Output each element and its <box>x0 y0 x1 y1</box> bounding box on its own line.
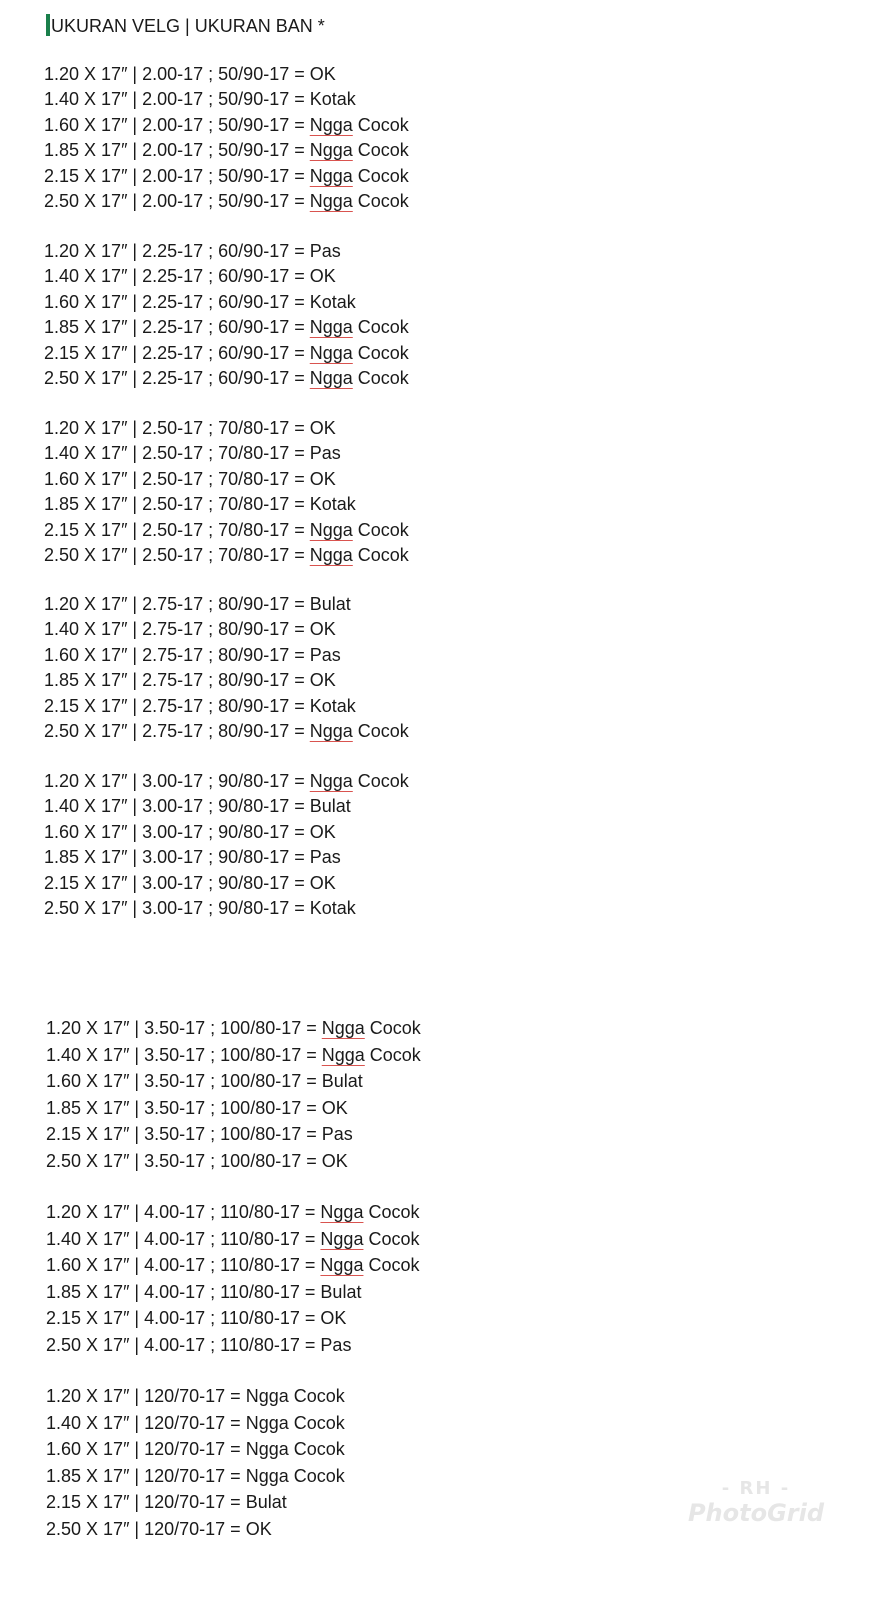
size-row <box>44 164 409 189</box>
fit-result: Ngga Cocok <box>309 165 409 186</box>
size-row <box>44 896 409 921</box>
size-row <box>46 1252 419 1279</box>
size-row <box>44 668 409 693</box>
fit-result: Ngga Cocok <box>309 771 409 791</box>
fit-result: OK <box>321 1150 348 1171</box>
size-row <box>44 794 409 819</box>
size-row <box>46 1095 421 1122</box>
fit-result: Bulat <box>245 1492 287 1512</box>
size-spec: 2.15 X 17″ | 2.75-17 ; 80/90-17 = <box>44 695 310 716</box>
size-spec: 1.20 X 17″ | 3.50-17 ; 100/80-17 = <box>46 1018 322 1038</box>
size-row <box>46 1332 419 1359</box>
spellcheck-word: Ngga <box>309 720 353 741</box>
size-row <box>44 492 409 517</box>
size-row <box>44 543 409 568</box>
size-spec: 1.40 X 17″ | 2.75-17 ; 80/90-17 = <box>44 619 310 640</box>
fit-result: Pas <box>320 1334 352 1355</box>
size-row <box>44 467 409 492</box>
fit-result: OK <box>309 418 336 438</box>
fit-result: Pas <box>321 1124 353 1144</box>
fit-result: Ngga Cocok <box>320 1228 420 1249</box>
size-row <box>46 1121 421 1148</box>
size-row <box>44 366 409 391</box>
spellcheck-word: Ngga <box>309 165 353 186</box>
fit-result: Ngga Cocok <box>321 1018 421 1038</box>
size-spec: 1.60 X 17″ | 2.75-17 ; 80/90-17 = <box>44 644 310 665</box>
size-spec: 2.15 X 17″ | 2.00-17 ; 50/90-17 = <box>44 165 310 186</box>
size-group-2-50 <box>44 416 409 568</box>
size-spec: 1.60 X 17″ | 2.00-17 ; 50/90-17 = <box>44 114 310 135</box>
size-spec: 2.50 X 17″ | 3.00-17 ; 90/80-17 = <box>44 897 310 918</box>
fit-result: Ngga Cocok <box>320 1202 420 1222</box>
size-group-4-00 <box>46 1199 419 1358</box>
size-spec: 2.15 X 17″ | 2.50-17 ; 70/80-17 = <box>44 519 310 540</box>
spellcheck-word: Ngga <box>309 771 353 791</box>
size-spec: 1.60 X 17″ | 2.50-17 ; 70/80-17 = <box>44 468 310 489</box>
fit-result: Ngga Cocok <box>309 720 409 741</box>
size-spec: 1.60 X 17″ | 4.00-17 ; 110/80-17 = <box>46 1255 321 1275</box>
size-row <box>44 315 409 340</box>
document-title <box>46 14 325 38</box>
size-row <box>44 769 409 794</box>
watermark-line2: PhotoGrid <box>687 1499 825 1527</box>
fit-result: OK <box>309 821 336 842</box>
fit-result: Ngga Cocok <box>309 114 409 135</box>
size-row <box>46 1516 345 1543</box>
size-row <box>44 518 409 543</box>
fit-result: OK <box>320 1308 347 1328</box>
size-spec: 1.40 X 17″ | 120/70-17 = <box>46 1412 246 1433</box>
size-spec: 1.20 X 17″ | 2.25-17 ; 60/90-17 = <box>44 241 310 261</box>
size-group-3-00 <box>44 769 409 921</box>
size-row <box>44 592 409 617</box>
size-row <box>44 617 409 642</box>
title-text: UKURAN VELG | UKURAN BAN * <box>51 16 325 36</box>
spellcheck-word: Ngga <box>309 519 353 540</box>
fit-result: Pas <box>309 644 341 665</box>
size-group-120-70 <box>46 1383 345 1542</box>
size-spec: 2.50 X 17″ | 2.00-17 ; 50/90-17 = <box>44 190 310 211</box>
size-row <box>44 820 409 845</box>
size-spec: 1.85 X 17″ | 4.00-17 ; 110/80-17 = <box>46 1281 321 1302</box>
size-row <box>46 1068 421 1095</box>
size-spec: 1.40 X 17″ | 4.00-17 ; 110/80-17 = <box>46 1228 321 1249</box>
watermark-line1: - RH - <box>721 1478 791 1499</box>
fit-result: Bulat <box>320 1281 362 1302</box>
size-spec: 1.85 X 17″ | 3.50-17 ; 100/80-17 = <box>46 1097 322 1118</box>
spellcheck-word: Ngga <box>309 140 353 161</box>
size-spec: 2.50 X 17″ | 3.50-17 ; 100/80-17 = <box>46 1150 322 1171</box>
size-row <box>44 441 409 466</box>
spellcheck-word: Ngga <box>309 317 353 338</box>
size-spec: 1.20 X 17″ | 2.00-17 ; 50/90-17 = <box>44 64 310 84</box>
fit-result: Ngga Cocok <box>245 1386 345 1406</box>
fit-result: Pas <box>309 443 341 464</box>
size-spec: 2.15 X 17″ | 120/70-17 = <box>46 1492 246 1512</box>
fit-result: Kotak <box>309 291 356 312</box>
fit-result: Kotak <box>309 897 356 918</box>
size-spec: 1.85 X 17″ | 2.50-17 ; 70/80-17 = <box>44 494 310 515</box>
size-row <box>46 1436 345 1463</box>
fit-result: Pas <box>309 847 341 868</box>
fit-result: Ngga Cocok <box>309 317 409 338</box>
size-row <box>44 643 409 668</box>
size-spec: 2.50 X 17″ | 2.50-17 ; 70/80-17 = <box>44 544 310 565</box>
fit-result: Pas <box>309 241 341 261</box>
size-row <box>44 719 409 744</box>
size-row <box>44 113 409 138</box>
size-spec: 1.40 X 17″ | 3.00-17 ; 90/80-17 = <box>44 796 310 817</box>
fit-result: OK <box>309 670 336 691</box>
size-spec: 2.15 X 17″ | 3.00-17 ; 90/80-17 = <box>44 872 310 893</box>
size-row <box>44 694 409 719</box>
fit-result: Ngga Cocok <box>320 1255 420 1275</box>
fit-result: Ngga Cocok <box>245 1439 345 1459</box>
size-group-2-75 <box>44 592 409 744</box>
size-spec: 1.85 X 17″ | 2.25-17 ; 60/90-17 = <box>44 317 310 338</box>
fit-result: Ngga Cocok <box>321 1044 421 1065</box>
size-row <box>44 290 409 315</box>
size-spec: 1.60 X 17″ | 2.25-17 ; 60/90-17 = <box>44 291 310 312</box>
spellcheck-word: Ngga <box>309 190 353 211</box>
size-spec: 2.50 X 17″ | 2.25-17 ; 60/90-17 = <box>44 367 310 388</box>
text-cursor <box>46 14 50 36</box>
fit-result: Bulat <box>309 796 351 817</box>
fit-result: OK <box>245 1518 272 1539</box>
fit-result: Bulat <box>321 1071 363 1091</box>
size-spec: 2.50 X 17″ | 2.75-17 ; 80/90-17 = <box>44 720 310 741</box>
size-spec: 1.60 X 17″ | 3.50-17 ; 100/80-17 = <box>46 1071 322 1091</box>
spellcheck-word: Ngga <box>309 342 353 363</box>
fit-result: Kotak <box>309 494 356 515</box>
size-spec: 2.15 X 17″ | 4.00-17 ; 110/80-17 = <box>46 1308 321 1328</box>
size-row <box>44 341 409 366</box>
size-row <box>44 189 409 214</box>
fit-result: Ngga Cocok <box>309 519 409 540</box>
fit-result: Ngga Cocok <box>309 342 409 363</box>
size-spec: 1.85 X 17″ | 120/70-17 = <box>46 1465 246 1486</box>
size-spec: 2.15 X 17″ | 3.50-17 ; 100/80-17 = <box>46 1124 322 1144</box>
fit-result: Ngga Cocok <box>245 1465 345 1486</box>
spellcheck-word: Ngga <box>321 1044 365 1065</box>
size-spec: 1.20 X 17″ | 2.75-17 ; 80/90-17 = <box>44 594 310 614</box>
fit-result: Bulat <box>309 594 351 614</box>
size-spec: 1.20 X 17″ | 3.00-17 ; 90/80-17 = <box>44 771 310 791</box>
spellcheck-word: Ngga <box>320 1202 364 1222</box>
size-group-2-25 <box>44 239 409 391</box>
fit-result: OK <box>309 619 336 640</box>
size-spec: 1.20 X 17″ | 120/70-17 = <box>46 1386 246 1406</box>
spellcheck-word: Ngga <box>320 1255 364 1275</box>
size-row <box>44 138 409 163</box>
spellcheck-word: Ngga <box>309 544 353 565</box>
size-spec: 2.50 X 17″ | 120/70-17 = <box>46 1518 246 1539</box>
size-row <box>44 87 409 112</box>
size-row <box>44 871 409 896</box>
size-row <box>46 1489 345 1516</box>
size-spec: 1.20 X 17″ | 4.00-17 ; 110/80-17 = <box>46 1202 321 1222</box>
fit-result: OK <box>309 266 336 287</box>
fit-result: Ngga Cocok <box>245 1412 345 1433</box>
spellcheck-word: Ngga <box>309 114 353 135</box>
fit-result: Ngga Cocok <box>309 140 409 161</box>
size-row <box>44 62 409 87</box>
fit-result: OK <box>309 872 336 893</box>
size-row <box>46 1383 345 1410</box>
size-row <box>46 1199 419 1226</box>
size-row <box>46 1279 419 1306</box>
spellcheck-word: Ngga <box>320 1228 364 1249</box>
size-row <box>44 416 409 441</box>
fit-result: Kotak <box>309 695 356 716</box>
fit-result: OK <box>309 468 336 489</box>
size-spec: 1.40 X 17″ | 2.00-17 ; 50/90-17 = <box>44 89 310 110</box>
size-spec: 1.85 X 17″ | 3.00-17 ; 90/80-17 = <box>44 847 310 868</box>
size-row <box>46 1463 345 1490</box>
size-row <box>46 1410 345 1437</box>
size-spec: 1.60 X 17″ | 120/70-17 = <box>46 1439 246 1459</box>
size-group-2-00 <box>44 62 409 214</box>
fit-result: Ngga Cocok <box>309 190 409 211</box>
fit-result: OK <box>321 1097 348 1118</box>
size-row <box>46 1226 419 1253</box>
size-group-3-50 <box>46 1015 421 1174</box>
size-spec: 1.20 X 17″ | 2.50-17 ; 70/80-17 = <box>44 418 310 438</box>
size-row <box>46 1042 421 1069</box>
size-spec: 2.15 X 17″ | 2.25-17 ; 60/90-17 = <box>44 342 310 363</box>
size-spec: 1.60 X 17″ | 3.00-17 ; 90/80-17 = <box>44 821 310 842</box>
size-spec: 1.40 X 17″ | 3.50-17 ; 100/80-17 = <box>46 1044 322 1065</box>
size-row <box>46 1015 421 1042</box>
size-row <box>44 239 409 264</box>
size-row <box>46 1305 419 1332</box>
size-spec: 1.85 X 17″ | 2.75-17 ; 80/90-17 = <box>44 670 310 691</box>
size-row <box>44 845 409 870</box>
size-spec: 1.40 X 17″ | 2.25-17 ; 60/90-17 = <box>44 266 310 287</box>
fit-result: Ngga Cocok <box>309 544 409 565</box>
spellcheck-word: Ngga <box>309 367 353 388</box>
size-row <box>46 1148 421 1175</box>
size-spec: 2.50 X 17″ | 4.00-17 ; 110/80-17 = <box>46 1334 321 1355</box>
spellcheck-word: Ngga <box>321 1018 365 1038</box>
photogrid-watermark <box>686 1478 826 1527</box>
size-spec: 1.85 X 17″ | 2.00-17 ; 50/90-17 = <box>44 140 310 161</box>
size-row <box>44 264 409 289</box>
fit-result: Kotak <box>309 89 356 110</box>
size-spec: 1.40 X 17″ | 2.50-17 ; 70/80-17 = <box>44 443 310 464</box>
fit-result: Ngga Cocok <box>309 367 409 388</box>
fit-result: OK <box>309 64 336 84</box>
